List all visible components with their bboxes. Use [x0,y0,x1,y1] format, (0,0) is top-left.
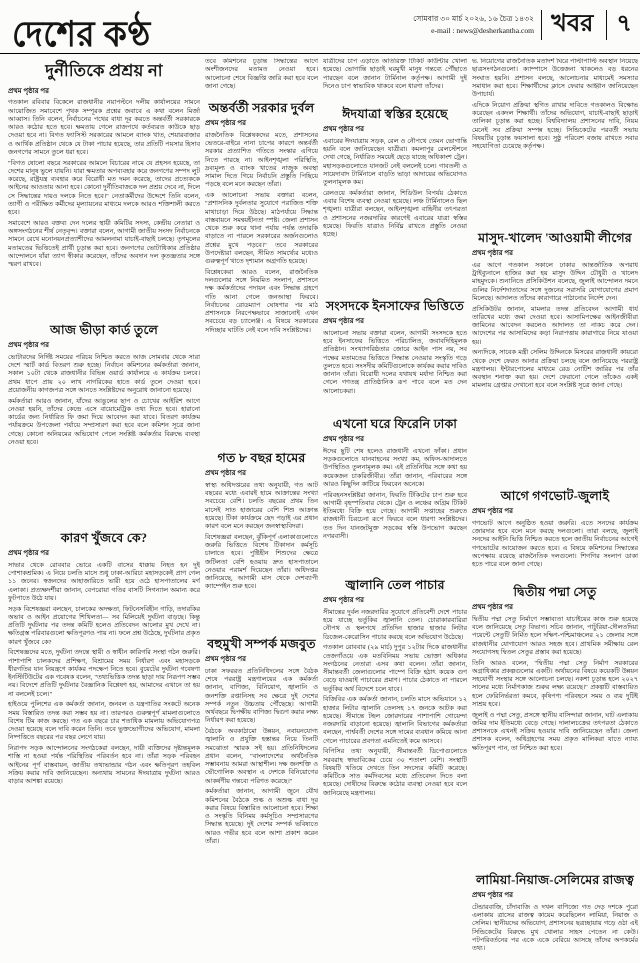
story-headline: অন্তর্বর্তী সরকার দুর্বল [208,101,315,115]
body-paragraph: রেলওয়ে কর্মকর্তারা জানান, শিডিউল বিপর্যয় ঠেকাতে এবার বিশেষ ব্যবস্থা নেওয়া হয়েছে। লঞ্চ টার্মিনালেও ছিল শৃঙ্খলা। যাত্রীরা বলছেন, আইনশৃঙ্খলা বাহিনীর তৎপরতা ও প্রশাসনের নজরদারির কারণেই এবারের যাত্রা স্বস্তির হয়েছে। ফিরতি যাত্রাও নির্বিঘ্ন রাখতে প্রস্তুতি নেওয়া হচ্ছে। [323,189,467,239]
body-paragraph: গতকাল রবিবার বিকেলে রাজধানীর নয়াপল্টনে দলীয় কার্যালয়ের সামনে আয়োজিত সমাবেশে পৃথক সম্পূরক প্রশ্নের জবাবে এ কথা বলেন মির্জা আব্বাস। তিনি বলেন, নির্বাচনের পথের বাধা দূর করতে অন্তর্বর্তী সরকারকে আরও কঠোর হতে হবে। ক্ষমতায় গেলে রাজপথে কর্তব্যরত কাউকে ছাড় দেওয়া হবে না। বিগত ফ্যাসিস্ট সরকারের আমলে ব্যাংক খাত, শেয়ারবাজার ও আর্থিক প্রতিষ্ঠান থেকে যে টাকা পাচার হয়েছে, তার প্রতিটি পয়সার হিসাব জনগণের সামনে তুলে ধরা হবে। [8,99,200,156]
body-paragraph: ঈদের ছুটি শেষ হলেও রাজধানী এখনো ফাঁকা। প্রধান সড়কগুলোতে যানবাহনের সংখ্যা কম, অফিস-আদালতে উপস্থিতিও তুলনামূলক কম। এই প্রতিনিধির সঙ্গে কথা হয় কয়েকজন চাকরিজীবীর। তাঁরা জানান, পরিবারের সঙ্গে আরও কিছুদিন কাটিয়ে ফিরবেন অনেকে। [323,447,467,488]
body-paragraph: এক আলোচনা সভায় বক্তারা বলেন, "প্রশাসনিক দুর্বলতার সুযোগে পরাজিত শক্তি মাথাচাড়া দিয়ে উঠছে। মাঠপর্যায়ে সিদ্ধান্ত বাস্তবায়নে সমন্বয়হীনতা স্পষ্ট। জেলা প্রশাসন থেকে শুরু করে থানা পর্যায় পর্যন্ত তদারকি বাড়াতে না পারলে সরকারের অর্জনগুলোও প্রশ্নের মুখে পড়বে।" তবে সরকারের উপদেষ্টারা বলছেন, সীমিত সামর্থ্যের মধ্যেও গুরুত্বপূর্ণ খাতে দৃশ্যমান অগ্রগতি হয়েছে। [205,192,318,266]
news-story [323,296,467,414]
story-headline: মাসুদ-খালেদ 'আওয়ামী লীগের [478,231,632,245]
continued-from-page-one-label: প্রথম পৃষ্ঠার পর [205,469,246,478]
body-paragraph: জুলাই ও পদ্মা সেতু, প্রসঙ্গে স্থানীয় বাসিন্দারা জানান, ঘাট এলাকায় জমির দাম ইতিমধ্যে বেড়ে গেছে। দালালচক্রের তৎপরতা ঠেকাতে প্রশাসনকে এখনই সক্রিয় হওয়ার দাবি জানিয়েছেন তাঁরা। জেলা প্রশাসক বলেন, অধিগ্রহণের সময় প্রকৃত মালিকরা যাতে ন্যায্য ক্ষতিপূরণ পান, তা নিশ্চিত করা হবে। [472,711,638,752]
continued-from-page-one-label: প্রথম পৃষ্ঠার পর [323,435,364,444]
news-column-3 [323,58,467,963]
body-paragraph: সাভার থেকে রোববার ভোরে একটি বাসের ধাক্কায় নিহত হন দুই পোশাকশ্রমিক। এ নিয়ে চলতি মাসে শুধু ঢাকা-আরিচা মহাসড়কেই প্রাণ গেল ১১ জনের। স্বজনদের আহাজারিতে ভারী হয়ে ওঠে হাসপাতালের মর্গ এলাকা। প্রত্যক্ষদর্শীরা জানান, বেপরোয়া গতির বাসটি সিগন্যাল অমান্য করে ফুটপাতে উঠে যায়। [8,561,200,602]
body-paragraph: স্বাস্থ্য অধিদপ্তরের তথ্য অনুযায়ী, গত আট বছরের মধ্যে এবারই হামে আক্রান্তের সংখ্যা সবচেয়ে বেশি। চলতি বছরের প্রথম তিন মাসেই সাত হাজারের বেশি শিশু আক্রান্ত হয়েছে। টিকা কার্যক্রমে ছেদ পড়াই এর প্রধান কারণ বলে মনে করছেন জনস্বাস্থ্যবিদরা। [205,481,318,531]
story-headline: দ্বিতীয় পদ্মা সেতু [513,585,597,599]
body-paragraph: অন্যদিকে, সাবেক মন্ত্রী সেলিম উদ্দিনকে মিসরের রাজধানী কায়রো থেকে দেশে ফেরত আনার প্রক্রিয়া চলছে বলে জানিয়েছে পররাষ্ট্র মন্ত্রণালয়। ইন্টারপোলের মাধ্যমে রেড নোটিশ জারির পর তাঁর অবস্থান শনাক্ত করা হয়। দেশে ফেরানো গেলে তাঁকেও একই মামলায় গ্রেপ্তার দেখানো হবে বলে সংশ্লিষ্ট সূত্রে জানা গেছে। [472,349,638,390]
news-story [8,58,200,320]
news-story [472,58,638,228]
body-paragraph: কর্মকর্তারা আরও জানান, যাঁদের আঙুলের ছাপ ও চোখের আইরিশ আগে নেওয়া হয়নি, তাঁদের কেন্দ্রে এসে বায়োমেট্রিক তথ্য দিতে হবে। হারানো কার্ডের জন্য নির্ধারিত ফি জমা দিয়ে আবেদন করা যাবে। বিতরণ কার্যক্রম পর্যায়ক্রমে উপজেলা পর্যায়ে সম্প্রসারণ করা হবে বলে কমিশন সূত্রে জানা গেছে। কোনো অনিয়মের অভিযোগ পেলে সংশ্লিষ্ট কর্মকর্তার বিরুদ্ধে ব্যবস্থা নেওয়া হবে। [8,397,200,446]
continued-from-page-one-label: প্রথম পৃষ্ঠার পর [472,603,513,612]
news-column-2 [205,58,318,963]
body-paragraph: দ্বিতীয় পদ্মা সেতু নির্মাণে সম্ভাব্যতা যাচাইয়ের কাজ শুরু হয়েছে বলে জানিয়েছে সেতু বিভাগ। সচিব জানান, পাটুরিয়া-দৌলতদিয়া পয়েন্টে সেতুটি নির্মিত হলে দক্ষিণ-পশ্চিমাঞ্চলের ২১ জেলার সঙ্গে রাজধানীর যোগাযোগ আরও সহজ হবে। প্রাথমিক সমীক্ষায় রেল সংযোগসহ দ্বিতল সেতুর প্রস্তাব করা হয়েছে। [472,615,638,656]
continued-from-page-one-label: প্রথম পৃষ্ঠার পর [205,655,246,664]
news-column-1 [8,58,200,963]
story-headline: এখনো ঘরে ফিরেনি ঢাকা [332,417,458,431]
continued-from-page-one-label: প্রথম পৃষ্ঠার পর [323,125,364,134]
body-paragraph: কর্মকর্তারা জানান, আগামী জুনে যৌথ কমিশনের বৈঠকে শুল্ক ও অশুল্ক বাধা দূর করার বিষয়ে বিস্তারিত আলোচনা হবে। শিক্ষা ও সংস্কৃতি বিনিময় কর্মসূচিও সম্প্রসারণের সিদ্ধান্ত হয়েছে। দুই দেশের সম্পর্ক ভবিষ্যতে আরও গভীর হবে বলে আশা প্রকাশ করেন তাঁরা। [205,788,318,845]
body-paragraph: আলোচনা সভায় বক্তারা বলেন, আগামী সংসদকে হতে হবে ইনসাফের ভিত্তিতে পরিচালিত, জবাবদিহিমূলক প্রতিষ্ঠান। সংখ্যাগরিষ্ঠতার জোরে আইন পাস নয়, সব পক্ষের মতামতের ভিত্তিতে সিদ্ধান্ত নেওয়ার সংস্কৃতি গড়ে তুলতে হবে। সংসদীয় কমিটিগুলোকে কার্যকর করার দাবিও জানান তাঁরা। বিরোধী দলের যথাযথ মর্যাদা নিশ্চিত করা গেলে গণতন্ত্র প্রাতিষ্ঠানিক রূপ পাবে বলে মত দেন আলোচকরা। [323,329,467,395]
body-paragraph: বিশ্লেষকেরা আরও বলেন, রাজনৈতিক দলগুলোর সঙ্গে নিয়মিত সংলাপ, প্রশাসনে দক্ষ কর্মকর্তাদের পদায়ন এবং সিদ্ধান্ত গ্রহণে গতি আনা গেলে জনআস্থা ফিরবে। নির্বাচনের রোডম্যাপ ঘোষণার পর মাঠ প্রশাসনকে নিরপেক্ষভাবে সাজানোই এখন সবচেয়ে বড় চ্যালেঞ্জ। এ বিষয়ে সরকারের সদিচ্ছার ঘাটতি নেই বলে দাবি সংশ্লিষ্টদের। [205,268,318,334]
news-story [205,634,318,963]
body-paragraph: ভোটারদের নির্দিষ্ট সময়ের পরিচয় নিশ্চিত করতে আজ সোমবার থেকে সারা দেশে স্মার্ট কার্ড বিতরণ শুরু হচ্ছে। নির্বাচন কমিশনের কর্মকর্তারা জানান, সকাল ১০টা থেকে রাজধানীর বিভিন্ন ওয়ার্ড কার্যালয়ে এ কার্যক্রম চলবে। প্রথম ধাপে প্রায় ২০ লাখ নাগরিকের হাতে কার্ড তুলে দেওয়া হবে। প্রয়োজনীয় কাগজপত্র সঙ্গে আনতে সংশ্লিষ্টদের অনুরোধ জানানো হয়েছে। [8,353,200,394]
body-paragraph: সড়ক বিশেষজ্ঞরা বলছেন, চালকের অদক্ষতা, ফিটনেসবিহীন গাড়ি, তদারকির অভাব ও আইন প্রয়োগের শিথিলতা— সব মিলিয়েই দুর্ঘটনা বাড়ছে। কিন্তু প্রতিটি দুর্ঘটনার পর তদন্ত কমিটি হলেও প্রতিবেদন আলোর মুখ দেখে না। ক্ষতিগ্রস্ত পরিবারগুলো ক্ষতিপূরণও পায় না। ফলে প্রশ্ন উঠেছে, দুর্ঘটনার প্রকৃত কারণ খুঁজবে কে? [8,605,200,646]
news-story [323,414,467,575]
body-paragraph: বিশেষজ্ঞদের মতে, দুর্ঘটনা তদন্তে স্থায়ী ও স্বাধীন কারিগরি সংস্থা গঠন জরুরি। পাশাপাশি চালকদের প্রশিক্ষণ, বিশ্রামের সময় নির্ধারণ এবং মহাসড়কে ধীরগতির যান নিয়ন্ত্রণে কার্যকর পদক্ষেপ নিতে হবে। বুয়েটের দুর্ঘটনা গবেষণা ইনস্টিটিউটের এক গবেষক বলেন, "তথ্যভিত্তিক তদন্ত ছাড়া দায় নিরূপণ সম্ভব নয়। বিদেশে প্রতিটি দুর্ঘটনার বৈজ্ঞানিক বিশ্লেষণ হয়, আমাদের এখানে তা হয় না বললেই চলে।" [8,649,200,698]
body-paragraph: ভ. নিয়োগের রাজনৈতিক মতাদর্শ ঘিরে পাল্টাপাল্টি অবস্থান নিয়েছে ছাত্রসংগঠনগুলো। ক্যাম্পাসে উত্তেজনা থাকলেও বড় ধরনের সংঘাত হয়নি। প্রশাসন বলছে, আলোচনার মাধ্যমেই সমস্যার সমাধান করা হবে। শিক্ষার্থীদের ক্লাসে ফেরার আহ্বান জানিয়েছেন উপাচার্য। [472,58,638,98]
body-paragraph: হাইওয়ে পুলিশের এক কর্মকর্তা জানান, জনবল ও যন্ত্রপাতির সংকটে অনেক সময় বিস্তারিত তদন্ত করা সম্ভব হয় না। তারপরও গুরুত্বপূর্ণ মামলাগুলোতে বিশেষ টিম কাজ করছে। গত এক বছরে চার শতাধিক মামলায় অভিযোগপত্র দেওয়া হয়েছে বলে দাবি করেন তিনি। তবে ভুক্তভোগীদের অভিযোগ, মামলা নিষ্পত্তিতে বছরের পর বছর লেগে যায়। [8,701,200,742]
masthead-logo: দেশের কণ্ঠ [12,15,151,55]
story-headline: আগে গণভোট-জুলাই [500,489,610,503]
continued-from-page-one-label: প্রথম পৃষ্ঠার পর [205,119,246,128]
body-paragraph: তবে কমিশনের চূড়ান্ত সিদ্ধান্তের আগে অংশীজনদের মতামত নেওয়া হবে। আলোচনা শেষে বিজ্ঞপ্তি জারি করা হবে বলে জানা গেছে। [205,58,318,90]
continued-from-page-one-label: প্রথম পৃষ্ঠার পর [472,891,513,900]
news-story [8,320,200,528]
header-divider-rule [0,53,640,54]
continued-from-page-one-label: প্রথম পৃষ্ঠার পর [472,249,513,258]
story-headline: সংসদকে ইনসাফের ভিত্তিতে [326,299,464,313]
news-columns [8,58,638,963]
page-header [8,0,634,55]
date-line: সোমবার ৩০ মার্চ ২০২৬, ১৬ চৈত্র ১৪৩২ [413,14,535,24]
story-headline: গত ৮ বছর হামের [217,451,306,465]
email-line: e-mail : news@desherkantha.com [431,26,535,35]
news-story [323,104,467,296]
body-paragraph: পরিবহনসংশ্লিষ্টরা জানান, ফিরতি টিকিটের চাপ শুরু হবে আগামী বৃহস্পতিবার থেকে। ট্রেন ও লঞ্চের অগ্রিম টিকিট ইতিমধ্যে বিক্রি হয়ে গেছে। আগামী সপ্তাহের শুরুতে রাজধানী চিরচেনা রূপে ফিরবে বলে ধারণা সংশ্লিষ্টদের। তত দিন যানজটমুক্ত সড়কের স্বস্তি উপভোগ করছেন নগরবাসী। [323,491,467,540]
body-paragraph: সীমান্তের দুর্বল নজরদারির সুযোগে প্রতিবেশী দেশে পাচার হয়ে যাচ্ছে ভর্তুকির জ্বালানি তেল। চোরাকারবারিরা নৌপথ ও স্থলপথে প্রতিদিন হাজার হাজার লিটার ডিজেল-কেরোসিন পাচার করছে বলে অভিযোগ উঠেছে। [323,608,467,641]
header-meta [413,10,634,40]
story-headline: লামিয়া-নিয়াজ-সেলিমের রাজত্ব [476,873,634,887]
story-headline: দুর্নীতিকে প্রশ্রয় না [45,61,163,80]
body-paragraph: বিজিবির এক কর্মকর্তা জানান, চলতি মাসে অভিযানে ১২ হাজার লিটার জ্বালানি তেলসহ ১৭ জনকে আটক করা হয়েছে। সীমান্তে টহল জোরদারের পাশাপাশি গোয়েন্দা নজরদারি বাড়ানো হয়েছে। জ্বালানি বিভাগের কর্মকর্তারা বলছেন, পার্শ্ববর্তী দেশের সঙ্গে দামের ব্যবধান কমিয়ে আনা গেলে পাচারের প্রবণতা এমনিতেই কমে আসবে। [323,696,467,745]
news-story [472,486,638,582]
story-headline: বহুমুখী সম্পর্ক মজবুত [207,637,316,651]
story-headline: জ্বালানি তেল পাচার [345,578,445,592]
body-paragraph: নিরাপদ সড়ক আন্দোলনের সংগঠকেরা বলছেন, দায়ী ব্যক্তিদের দৃষ্টান্তমূলক শাস্তি না হওয়া পর্যন্ত পরিস্থিতির পরিবর্তন হবে না। তাঁরা সড়ক পরিবহন আইনের পূর্ণ বাস্তবায়ন, জাতীয় তথ্যভান্ডার গঠন এবং ক্ষতিপূরণ তহবিল সক্রিয় করার দাবি জানিয়েছেন। অন্যথায় সামনের ঈদযাত্রায় দুর্ঘটনা আরও বাড়ার আশঙ্কা রয়েছে। [8,745,200,786]
continued-from-page-one-label: প্রথম পৃষ্ঠার পর [8,549,49,558]
body-paragraph: ঢাকা সফররত প্রতিনিধিদলের সঙ্গে বৈঠক শেষে পররাষ্ট্র মন্ত্রণালয়ের এক কর্মকর্তা জানান, বাণিজ্য, বিনিয়োগ, জ্বালানি ও জনশক্তি রপ্তানিসহ সব ক্ষেত্রে দুই দেশের সম্পর্ক নতুন উচ্চতায় পৌঁছেছে। আগামী অর্থবছরে দ্বিপক্ষীয় বাণিজ্য দ্বিগুণ করার লক্ষ্য নির্ধারণ করা হয়েছে। [205,667,318,725]
continued-from-page-one-label: প্রথম পৃষ্ঠার পর [8,86,49,95]
body-paragraph: "বিগত ষোলো বছরে সরকারের আমলে বিচারের নামে যে প্রহসন হয়েছে, তা দেশের মানুষ ভুলে যায়নি। যারা ক্ষমতার অপব্যবহার করে জনগণের সম্পদ লুট করেছে, রাষ্ট্রযন্ত্র ব্যবহার করে বিরোধী মত দমন করেছে, তাদের প্রত্যেককে আইনের আওতায় আনা হবে। কোনো দুর্নীতিবাজকে দল প্রশ্রয় দেবে না, দিলে সে সিদ্ধান্তের দায়ও দলকে নিতে হবে।" নেতাকর্মীদের উদ্দেশে তিনি বলেন, ত্যাগী ও পরীক্ষিত কর্মীদের মূল্যায়নের মাধ্যমে দলকে আরও শক্তিশালী করতে হবে। [8,159,200,217]
body-paragraph: যাত্রীদের চাপ এড়াতে অতিরিক্ত টিকিট কাউন্টার খোলা হয়েছে। ভোগান্তি ছাড়াই ঘরমুখী মানুষ গন্তব্যে পৌঁছাতে পারছেন বলে জানান টার্মিনাল কর্তৃপক্ষ। আগামী দুই দিনেও চাপ স্বাভাবিক থাকবে বলে ধারণা তাঁদের। [323,58,467,90]
news-story [472,228,638,486]
date-email-block [413,13,534,37]
section-label: খবর [541,10,599,40]
body-paragraph: এবারের ঈদযাত্রায় সড়ক, রেল ও নৌপথে তেমন ভোগান্তি হয়নি বলে জানিয়েছেন যাত্রীরা। কমলাপুর রেলস্টেশনে দেখা গেছে, নির্ধারিত সময়েই ছেড়ে যাচ্ছে অধিকাংশ ট্রেন। মহাসড়কগুলোতে যানজট নেই বললেই চলে। গাবতলী ও সায়েদাবাদ টার্মিনালে বাড়তি ভাড়া আদায়ের অভিযোগও তুলনামূলক কম। [323,137,467,187]
body-paragraph: বৈঠকে অবকাঠামো উন্নয়ন, নবায়নযোগ্য জ্বালানি ও প্রযুক্তি হস্তান্তর নিয়ে তিনটি সমঝোতা স্মারক সই হয়। প্রতিনিধিদলের প্রধান বলেন, "বাংলাদেশের অর্থনৈতিক সম্ভাবনায় আমরা আস্থাশীল। দক্ষ জনশক্তি ও ভৌগোলিক অবস্থান এ দেশকে বিনিয়োগের আকর্ষণীয় গন্তব্যে পরিণত করেছে।" [205,728,318,785]
continued-from-page-one-label: প্রথম পৃষ্ঠার পর [323,317,364,326]
body-paragraph: টেন্ডারবাজি, চাঁদাবাজি ও দখল বাণিজ্যে গত দেড় দশকে পুরো এলাকায় ত্রাসের রাজত্ব কায়েম করেছিলেন লামিয়া, নিয়াজ ও সেলিম। স্থানীয়দের অভিযোগ, প্রশাসনের ছত্রচ্ছায়ায় গড়ে ওঠা এই সিন্ডিকেটের বিরুদ্ধে মুখ খোলার সাহস পেতেন না কেউ। পটপরিবর্তনের পর একে একে বেরিয়ে আসছে তাঁদের অপকর্মের তথ্য। [472,903,638,953]
continued-from-page-one-label: প্রথম পৃষ্ঠার পর [472,507,513,516]
continued-from-page-one-label: প্রথম পৃষ্ঠার পর [8,341,49,350]
body-paragraph: তিনি আরও বলেন, "দ্বিতীয় পদ্মা সেতু নির্মাণ সরকারের অগ্রাধিকার প্রকল্পগুলোর একটি। অর্থায়নের বিষয়ে কয়েকটি উন্নয়ন সহযোগী সংস্থার সঙ্গে আলোচনা চলছে। নকশা চূড়ান্ত হলে ২০২৭ সালের মধ্যে নির্মাণকাজ শুরুর লক্ষ্য রয়েছে।" প্রকল্পটি বাস্তবায়িত হলে ফেরিনির্ভরতা কমবে, কৃষিপণ্য পরিবহনে সময় ও ব্যয় দুটিই সাশ্রয় হবে। [472,659,638,708]
continued-from-page-one-label: প্রথম পৃষ্ঠার পর [323,596,364,605]
body-paragraph: প্রসিকিউটর জানান, মামলার তদন্ত প্রতিবেদন আগামী ধার্য তারিখের মধ্যে জমা দেওয়া হবে। আসামিপক্ষের আইনজীবীরা জামিনের আবেদন করলেও আদালত তা নাকচ করে দেন। আদেশের পর আসামিদের কড়া নিরাপত্তায় কারাগারে নিয়ে যাওয়া হয়। [472,305,638,346]
story-headline: ঈদযাত্রা স্বস্তির হয়েছে [342,107,448,121]
news-story [323,575,467,963]
news-story [205,448,318,634]
news-column-4 [472,58,638,963]
body-paragraph: গণভোট আগে অনুষ্ঠিত হওয়া জরুরি। এতে সনদের কার্যক্রম জোরদার হবে বলে মনে করছে দলগুলো। তারা বলছে, জুলাই সনদের আইনি ভিত্তি নিশ্চিত করতে হলে জাতীয় নির্বাচনের আগেই গণভোটের আয়োজন করতে হবে। এ বিষয়ে কমিশনের সিদ্ধান্তের অপেক্ষায় রয়েছে রাজনৈতিক দলগুলো। শিগগির সংলাপ ডাকা হতে পারে বলে জানা গেছে। [472,519,638,569]
page-number: ৭ [606,10,634,40]
body-paragraph: গতকাল রোববার (২৯ মার্চ) দুপুর ১২টার দিকে রাজধানীর তেজগাঁওয়ে এক মতবিনিময় সভায় ভোক্তা অধিকার সংগঠনের নেতারা এসব কথা বলেন। তাঁরা জানান, সীমান্তবর্তী জেলাগুলোর পাম্পে বিক্রি হঠাৎ কয়েক গুণ বেড়ে যাওয়াই পাচারের প্রমাণ। পাচার ঠেকাতে না পারলে ভর্তুকির অর্থ বিদেশে চলে যাবে। [323,644,467,693]
story-headline: কারণ খুঁজবে কে? [60,531,148,545]
story-headline: আজ ভীড়া কার্ড তুলে [49,323,159,337]
body-paragraph: এর আগে গতকাল সকালে ঢাকার আন্তর্জাতিক অপরাধ ট্রাইব্যুনালে হাজির করা হয় মাসুদ উদ্দিন চৌধুরী ও খালেদ মাহমুদকে। শুনানিতে প্রসিকিউশন বলেছে, জুলাই আন্দোলন দমনে গুলির নির্দেশদাতাদের সঙ্গে দুজনের সরাসরি যোগাযোগের প্রমাণ মিলেছে। আদালত তাঁদের কারাগারে পাঠানোর নির্দেশ দেন। [472,261,638,302]
news-story [472,870,638,963]
news-story [323,58,467,104]
body-paragraph: রাজনৈতিক বিশ্লেষকদের মতে, প্রশাসনের ভেতরে-বাইরে নানা চাপের কারণে অন্তর্বর্তী সরকার প্রত্যাশিত গতিতে সংস্কার এগিয়ে নিতে পারছে না। আইনশৃঙ্খলা পরিস্থিতি, দ্রব্যমূল্য ও ব্যাংক খাতের নাজুক অবস্থা সামাল দিতে গিয়ে নির্বাচনি প্রস্তুতি পিছিয়ে পড়ছে বলে মনে করছেন তাঁরা। [205,131,318,189]
news-story [472,582,638,870]
body-paragraph: এদিকে নিয়োগ প্রক্রিয়া স্থগিত রাখার দাবিতে গতকালও বিক্ষোভ করেছেন একদল শিক্ষার্থী। তাঁদের অভিযোগ, যাচাই-বাছাই ছাড়াই তালিকা চূড়ান্ত করা হচ্ছে। বিশ্ববিদ্যালয় প্রশাসনের দাবি, নিয়ম মেনেই সব প্রক্রিয়া সম্পন্ন হচ্ছে। সিন্ডিকেটের পরবর্তী সভায় বিষয়টির চূড়ান্ত ফয়সালা হবে। সুষ্ঠু পরিবেশ বজায় রাখতে সবার সহযোগিতা চেয়েছে কর্তৃপক্ষ। [472,101,638,150]
news-story [205,98,318,448]
body-paragraph: বিপিসির তথ্য অনুযায়ী, সীমান্তবর্তী ডিপোগুলোতে সরবরাহ স্বাভাবিকের চেয়ে ৩০ শতাংশ বেশি। সংস্থাটি বিষয়টি খতিয়ে দেখতে তিন সদস্যের কমিটি করেছে। কমিটিকে সাত কর্মদিবসের মধ্যে প্রতিবেদন দিতে বলা হয়েছে। দোষীদের বিরুদ্ধে কঠোর ব্যবস্থা নেওয়া হবে বলে জানিয়েছে মন্ত্রণালয়। [323,748,467,797]
news-story [205,58,318,98]
body-paragraph: সমাবেশে আরও বক্তব্য দেন দলের স্থায়ী কমিটির সদস্য, কেন্দ্রীয় নেতারা ও অঙ্গসংগঠনের শীর্ষ নেতৃবৃন্দ। বক্তারা বলেন, আগামী জাতীয় সংসদ নির্বাচনকে সামনে রেখে মনোনয়নপ্রত্যাশীদের আমলনামা যাচাই-বাছাই চলছে। তৃণমূলের মতামতের ভিত্তিতেই প্রার্থী চূড়ান্ত করা হবে। জনগণের ভোটাধিকার প্রতিষ্ঠার আন্দোলনে যাঁরা ত্যাগ স্বীকার করেছেন, তাঁদের অবদান দল কৃতজ্ঞতার সঙ্গে স্মরণ রাখবে। [8,219,200,269]
body-paragraph: বিশেষজ্ঞরা বলছেন, ঝুঁকিপূর্ণ এলাকাগুলোতে জরুরি ভিত্তিতে বিশেষ টিকাদান কর্মসূচি চালাতে হবে। পুষ্টিহীন শিশুদের ক্ষেত্রে জটিলতা বেশি হওয়ায় দ্রুত হাসপাতালে নেওয়ার পরামর্শ দিয়েছেন তাঁরা। অধিদপ্তর জানিয়েছে, আগামী মাস থেকে দেশব্যাপী ক্যাম্পেইন শুরু হবে। [205,533,318,591]
news-story [8,528,200,963]
